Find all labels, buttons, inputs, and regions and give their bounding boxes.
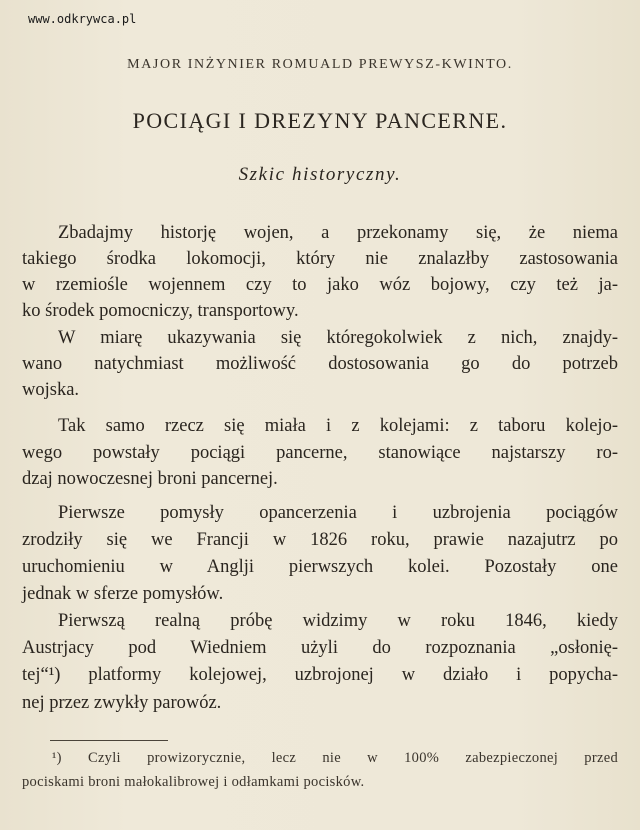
body-line: tej“¹) platformy kolejowej, uzbrojonej w działo i popycha- (22, 665, 618, 685)
footnote-line: pociskami broni małokalibrowej i odłamkami pocisków. (22, 774, 365, 790)
body-line: W miarę ukazywania się któregokolwiek z nich, znajdy- (58, 328, 618, 348)
footnote-line: ¹) Czyli prowizorycznie, lecz nie w 100% zabezpieczonej przed (52, 750, 618, 766)
body-line: Tak samo rzecz się miała i z kolejami: z taboru kolejo- (58, 416, 618, 436)
watermark-text: www.odkrywca.pl (28, 12, 137, 26)
body-line: Pierwszą realną próbę widzimy w roku 1846, kiedy (58, 611, 618, 631)
body-line: Pierwsze pomysły opancerzenia i uzbrojenia pociągów (58, 503, 618, 523)
body-line: uruchomieniu w Anglji pierwszych kolei. Pozostały one (22, 557, 618, 577)
author-heading: MAJOR INŻYNIER ROMUALD PREWYSZ-KWINTO. (127, 57, 513, 72)
body-line: Austrjacy pod Wiedniem użyli do rozpoznania „osłonię- (22, 638, 618, 658)
body-line: nej przez zwykły parowóz. (22, 693, 222, 713)
body-line: wano natychmiast możliwość dostosowania go do potrzeb (22, 354, 618, 374)
body-line: dzaj nowoczesnej broni pancernej. (22, 469, 278, 489)
body-line: ko środek pomocniczy, transportowy. (22, 301, 299, 321)
body-line: Zbadajmy historję wojen, a przekonamy się, że niema (58, 223, 618, 243)
body-line: takiego środka lokomocji, który nie znalazłby zastosowania (22, 249, 618, 269)
footnote-divider (50, 740, 168, 741)
page-title: POCIĄGI I DREZYNY PANCERNE. (132, 108, 508, 133)
body-line: zrodziły się we Francji w 1826 roku, prawie nazajutrz po (22, 530, 618, 550)
body-line: jednak w sferze pomysłów. (22, 584, 224, 604)
body-line: wojska. (22, 380, 80, 400)
page-subtitle: Szkic historyczny. (238, 164, 402, 185)
body-line: w rzemiośle wojennem czy to jako wóz bojowy, czy też ja- (22, 275, 618, 295)
body-line: wego powstały pociągi pancerne, stanowiące najstarszy ro- (22, 443, 618, 463)
